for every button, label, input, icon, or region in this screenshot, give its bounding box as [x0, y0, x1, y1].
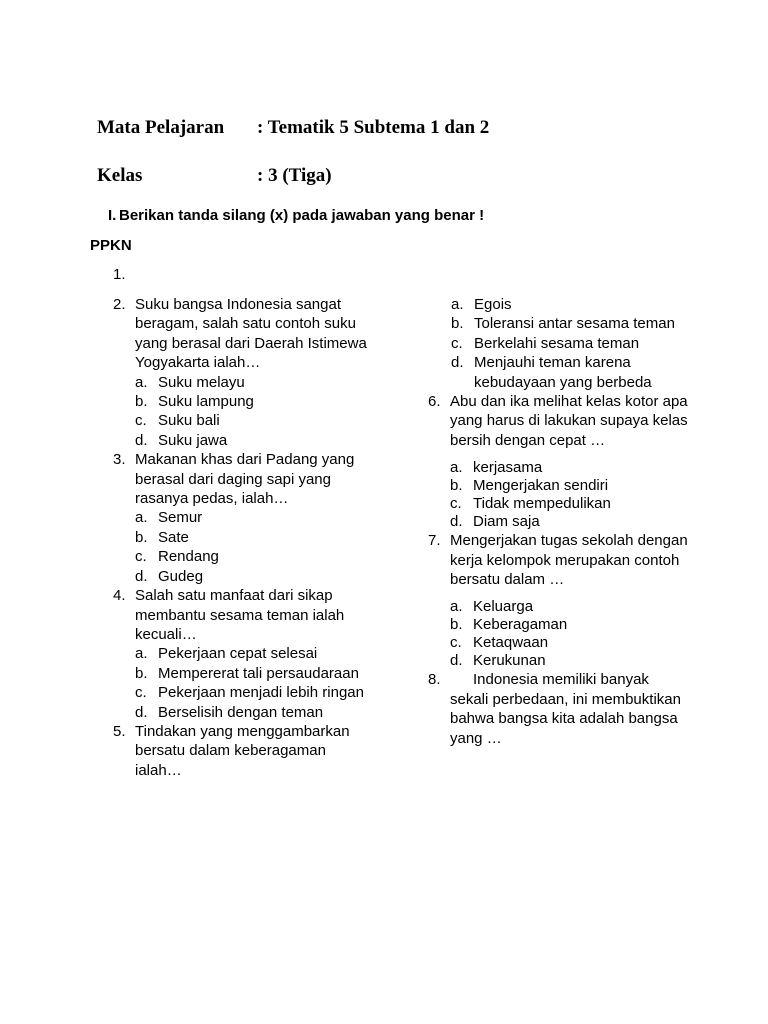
question-number: 2.: [113, 296, 126, 313]
option-c[interactable]: c. Ketaqwaan: [450, 634, 549, 652]
question-text: Mengerjakan tugas sekolah dengan kerja kelompok merupakan contoh bersatu dalam …: [450, 532, 688, 589]
instruction-text: Berikan tanda silang (x) pada jawaban yang benar !: [119, 207, 485, 224]
question-text: Tindakan yang menggambarkan bersatu dalam keberagaman ialah…: [135, 722, 350, 779]
left-column: [113, 295, 373, 780]
option-a[interactable]: a. Pekerjaan cepat selesai: [135, 645, 318, 663]
question-3: [113, 450, 373, 586]
question-text: Suku bangsa Indonesia sangat beragam, salah satu contoh suku yang berasal dari Daerah Istimewa Yogyakarta ialah…: [135, 296, 367, 372]
question-number: 8.: [428, 671, 441, 689]
option-b[interactable]: b. Mengerjakan sendiri: [450, 477, 609, 495]
question-5-option-list: [428, 295, 688, 392]
class-label: Kelas: [97, 165, 143, 186]
question-number: 5.: [113, 722, 126, 740]
option-c[interactable]: c. Tidak mempedulikan: [450, 495, 611, 513]
question-number: 4.: [113, 587, 126, 605]
option-d[interactable]: d. Gudeg: [135, 567, 204, 585]
question-number: 6.: [428, 393, 441, 411]
section-title: PPKN: [90, 237, 132, 254]
question-number: 1.: [113, 266, 126, 283]
question-text: Makanan khas dari Padang yang berasal dari daging sapi yang rasanya pedas, ialah…: [135, 451, 355, 508]
option-d[interactable]: d. Menjauhi teman karena kebudayaan yang berbeda: [451, 354, 652, 391]
option-d[interactable]: d. Diam saja: [450, 513, 540, 531]
question-1: [113, 266, 126, 283]
question-6: [428, 392, 688, 531]
question-8: [428, 670, 688, 748]
question-5: [113, 722, 373, 780]
option-list: [135, 373, 373, 451]
option-d[interactable]: d. Berselisih dengan teman: [135, 703, 324, 721]
question-text: Salah satu manfaat dari sikap membantu sesama teman ialah kecuali…: [135, 587, 345, 643]
option-a[interactable]: a. Egois: [451, 296, 512, 313]
subject-value: : Tematik 5 Subtema 1 dan 2: [257, 117, 490, 138]
option-list: [135, 508, 373, 586]
option-b[interactable]: b. Suku lampung: [135, 393, 254, 411]
option-b[interactable]: b. Mempererat tali persaudaraan: [135, 664, 359, 682]
option-c[interactable]: c. Pekerjaan menjadi lebih ringan: [135, 684, 364, 702]
question-text: Indonesia memiliki banyak sekali perbedaan, ini membuktikan bahwa bangsa kita adalah bangsa yang …: [450, 671, 681, 747]
question-2: [113, 295, 373, 450]
option-b[interactable]: b. Sate: [135, 528, 189, 546]
option-c[interactable]: c. Suku bali: [135, 412, 220, 430]
option-a[interactable]: a. kerjasama: [450, 459, 543, 477]
class-value: : 3 (Tiga): [257, 165, 332, 186]
question-number: 7.: [428, 532, 441, 550]
option-c[interactable]: c. Rendang: [135, 548, 219, 566]
option-list: [135, 644, 373, 722]
option-a[interactable]: a. Semur: [135, 509, 203, 527]
subject-label: Mata Pelajaran: [97, 117, 225, 138]
class-row: [97, 165, 332, 187]
question-number: 3.: [113, 451, 126, 469]
question-7: [428, 531, 688, 670]
option-b[interactable]: b. Keberagaman: [450, 616, 568, 634]
instruction: [108, 207, 484, 224]
option-d[interactable]: d. Kerukunan: [450, 652, 546, 670]
option-a[interactable]: a. Suku melayu: [135, 373, 245, 391]
option-b[interactable]: b. Toleransi antar sesama teman: [451, 315, 675, 333]
option-d[interactable]: d. Suku jawa: [135, 431, 228, 449]
subject-row: [97, 117, 489, 139]
option-c[interactable]: c. Berkelahi sesama teman: [451, 334, 640, 352]
option-a[interactable]: a. Keluarga: [450, 598, 534, 616]
option-list: [450, 459, 688, 531]
question-4: [113, 586, 373, 722]
option-list: [450, 598, 688, 670]
right-column: [428, 295, 688, 748]
instruction-numeral: I.: [108, 207, 117, 224]
question-text: Abu dan ika melihat kelas kotor apa yang harus di lakukan supaya kelas bersih dengan cepat …: [450, 393, 688, 449]
